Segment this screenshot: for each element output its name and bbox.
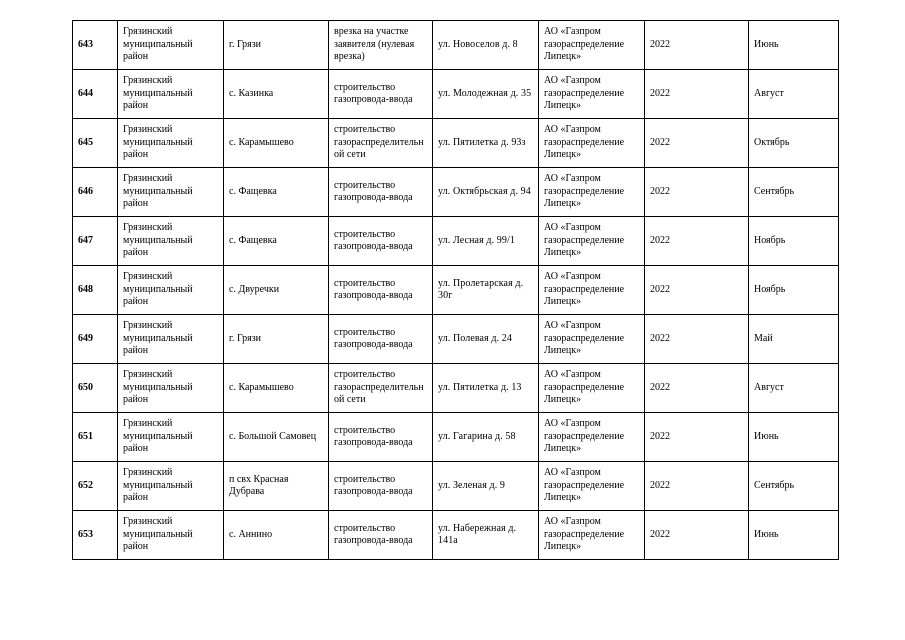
address-cell: ул. Пятилетка д. 93з	[433, 119, 539, 168]
year-cell: 2022	[645, 364, 749, 413]
work-type-cell: строительство газопровода-ввода	[329, 266, 433, 315]
organization-cell: АО «Газпром газораспределение Липецк»	[539, 70, 645, 119]
row-number: 643	[73, 21, 118, 70]
month-cell: Август	[749, 70, 839, 119]
district-cell: Грязинский муниципальный район	[118, 315, 224, 364]
month-cell: Май	[749, 315, 839, 364]
year-cell: 2022	[645, 70, 749, 119]
table-row	[73, 70, 839, 119]
row-number: 650	[73, 364, 118, 413]
district-cell: Грязинский муниципальный район	[118, 266, 224, 315]
row-number: 653	[73, 511, 118, 560]
district-cell: Грязинский муниципальный район	[118, 70, 224, 119]
organization-cell: АО «Газпром газораспределение Липецк»	[539, 21, 645, 70]
district-cell: Грязинский муниципальный район	[118, 364, 224, 413]
address-cell: ул. Молодежная д. 35	[433, 70, 539, 119]
organization-cell: АО «Газпром газораспределение Липецк»	[539, 511, 645, 560]
locality-cell: г. Грязи	[224, 21, 329, 70]
year-cell: 2022	[645, 266, 749, 315]
month-cell: Октябрь	[749, 119, 839, 168]
row-number: 646	[73, 168, 118, 217]
locality-cell: с. Большой Самовец	[224, 413, 329, 462]
district-cell: Грязинский муниципальный район	[118, 168, 224, 217]
gasification-table	[72, 20, 839, 560]
address-cell: ул. Зеленая д. 9	[433, 462, 539, 511]
row-number: 647	[73, 217, 118, 266]
work-type-cell: врезка на участке заявителя (нулевая врезка)	[329, 21, 433, 70]
row-number: 652	[73, 462, 118, 511]
address-cell: ул. Полевая д. 24	[433, 315, 539, 364]
work-type-cell: строительство газораспределительной сети	[329, 364, 433, 413]
month-cell: Сентябрь	[749, 168, 839, 217]
district-cell: Грязинский муниципальный район	[118, 413, 224, 462]
year-cell: 2022	[645, 168, 749, 217]
table-row	[73, 364, 839, 413]
work-type-cell: строительство газопровода-ввода	[329, 168, 433, 217]
month-cell: Июнь	[749, 21, 839, 70]
address-cell: ул. Набережная д. 141а	[433, 511, 539, 560]
organization-cell: АО «Газпром газораспределение Липецк»	[539, 168, 645, 217]
locality-cell: с. Фащевка	[224, 217, 329, 266]
month-cell: Август	[749, 364, 839, 413]
work-type-cell: строительство газопровода-ввода	[329, 70, 433, 119]
organization-cell: АО «Газпром газораспределение Липецк»	[539, 217, 645, 266]
work-type-cell: строительство газораспределительной сети	[329, 119, 433, 168]
row-number: 644	[73, 70, 118, 119]
organization-cell: АО «Газпром газораспределение Липецк»	[539, 266, 645, 315]
work-type-cell: строительство газопровода-ввода	[329, 511, 433, 560]
year-cell: 2022	[645, 462, 749, 511]
table-row	[73, 315, 839, 364]
work-type-cell: строительство газопровода-ввода	[329, 462, 433, 511]
work-type-cell: строительство газопровода-ввода	[329, 315, 433, 364]
work-type-cell: строительство газопровода-ввода	[329, 413, 433, 462]
organization-cell: АО «Газпром газораспределение Липецк»	[539, 364, 645, 413]
table-row	[73, 119, 839, 168]
locality-cell: с. Фащевка	[224, 168, 329, 217]
year-cell: 2022	[645, 217, 749, 266]
address-cell: ул. Гагарина д. 58	[433, 413, 539, 462]
locality-cell: п свх Красная Дубрава	[224, 462, 329, 511]
year-cell: 2022	[645, 119, 749, 168]
month-cell: Сентябрь	[749, 462, 839, 511]
year-cell: 2022	[645, 413, 749, 462]
locality-cell: с. Казинка	[224, 70, 329, 119]
address-cell: ул. Пролетарская д. 30г	[433, 266, 539, 315]
district-cell: Грязинский муниципальный район	[118, 462, 224, 511]
locality-cell: с. Карамышево	[224, 119, 329, 168]
locality-cell: г. Грязи	[224, 315, 329, 364]
district-cell: Грязинский муниципальный район	[118, 511, 224, 560]
table-row	[73, 462, 839, 511]
year-cell: 2022	[645, 315, 749, 364]
locality-cell: с. Двуречки	[224, 266, 329, 315]
table-row	[73, 217, 839, 266]
district-cell: Грязинский муниципальный район	[118, 119, 224, 168]
row-number: 648	[73, 266, 118, 315]
address-cell: ул. Новоселов д. 8	[433, 21, 539, 70]
table-row	[73, 266, 839, 315]
district-cell: Грязинский муниципальный район	[118, 217, 224, 266]
address-cell: ул. Лесная д. 99/1	[433, 217, 539, 266]
month-cell: Ноябрь	[749, 266, 839, 315]
row-number: 649	[73, 315, 118, 364]
table-row	[73, 21, 839, 70]
row-number: 651	[73, 413, 118, 462]
work-type-cell: строительство газопровода-ввода	[329, 217, 433, 266]
locality-cell: с. Карамышево	[224, 364, 329, 413]
organization-cell: АО «Газпром газораспределение Липецк»	[539, 119, 645, 168]
address-cell: ул. Пятилетка д. 13	[433, 364, 539, 413]
locality-cell: с. Аннино	[224, 511, 329, 560]
organization-cell: АО «Газпром газораспределение Липецк»	[539, 413, 645, 462]
organization-cell: АО «Газпром газораспределение Липецк»	[539, 315, 645, 364]
table-body	[73, 21, 839, 560]
table-row	[73, 413, 839, 462]
organization-cell: АО «Газпром газораспределение Липецк»	[539, 462, 645, 511]
month-cell: Ноябрь	[749, 217, 839, 266]
table-row	[73, 511, 839, 560]
table-row	[73, 168, 839, 217]
year-cell: 2022	[645, 21, 749, 70]
address-cell: ул. Октябрьская д. 94	[433, 168, 539, 217]
month-cell: Июнь	[749, 413, 839, 462]
year-cell: 2022	[645, 511, 749, 560]
row-number: 645	[73, 119, 118, 168]
month-cell: Июнь	[749, 511, 839, 560]
district-cell: Грязинский муниципальный район	[118, 21, 224, 70]
